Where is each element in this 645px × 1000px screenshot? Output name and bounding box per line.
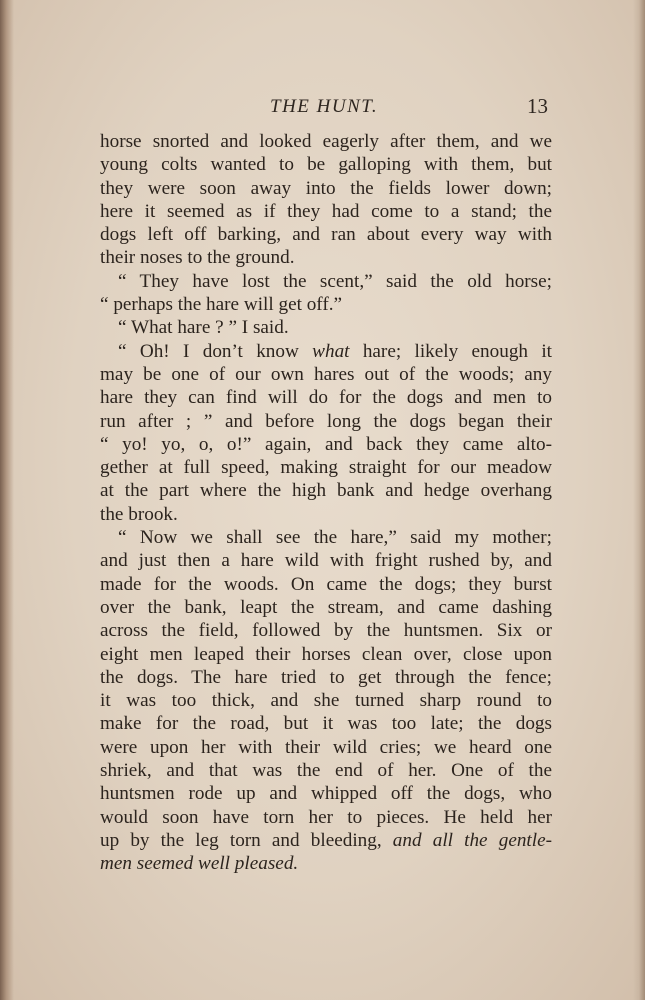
text-line: the dogs. The hare tried to get through the fence;: [100, 666, 552, 688]
text-run: “ Oh! I don’t know: [118, 340, 313, 362]
text-line: “ Now we shall see the hare,” said my mother;: [118, 527, 552, 549]
text-line: and just then a hare wild with fright rushed by, and: [100, 550, 552, 572]
running-head: THE HUNT.: [270, 96, 379, 117]
text-line: across the field, followed by the huntsmen. Six or: [100, 620, 552, 642]
text-line: dogs left off barking, and ran about every way with: [100, 224, 552, 246]
emphasis-text: men seemed well pleased.: [100, 853, 299, 875]
page-edge: [633, 0, 645, 1000]
text-line: they were soon away into the fields lower down;: [100, 177, 552, 199]
text-line: would soon have torn her to pieces. He held her: [100, 806, 552, 828]
text-line: eight men leaped their horses clean over, close upon: [100, 643, 552, 665]
emphasis-text: what: [312, 340, 350, 362]
text-line: the brook.: [100, 503, 178, 525]
text-line: at the part where the high bank and hedge overhang: [100, 480, 552, 502]
text-line: their noses to the ground.: [100, 247, 295, 269]
text-line: may be one of our own hares out of the woods; any: [100, 363, 552, 385]
text-line: run after ; ” and before long the dogs began their: [100, 410, 552, 432]
text-line: [100, 829, 552, 852]
text-line: made for the woods. On came the dogs; they burst: [100, 573, 552, 595]
text-run: hare; likely enough it: [349, 340, 552, 362]
text-line: “ What hare ? ” I said.: [118, 317, 289, 339]
text-line: it was too thick, and she turned sharp round to: [100, 690, 552, 712]
text-line: [100, 852, 552, 875]
emphasis-text: and all the gentle-: [392, 829, 552, 851]
spine-shadow: [0, 0, 14, 1000]
text-line: “ perhaps the hare will get off.”: [100, 294, 343, 316]
text-line: [100, 340, 552, 363]
text-line: horse snorted and looked eagerly after them, and we: [100, 131, 552, 152]
text-line: shriek, and that was the end of her. One of the: [100, 760, 552, 782]
page-number: 13: [527, 94, 548, 118]
text-line: huntsmen rode up and whipped off the dogs, who: [100, 783, 552, 805]
text-line: “ They have lost the scent,” said the old horse;: [118, 270, 552, 292]
text-line: here it seemed as if they had come to a stand; the: [100, 200, 552, 222]
page-header: [100, 96, 550, 122]
text-line: “ yo! yo, o, o!” again, and back they came alto-: [100, 433, 552, 455]
text-line: over the bank, leapt the stream, and came dashing: [100, 596, 552, 618]
text-line: were upon her with their wild cries; we heard one: [100, 736, 552, 758]
text-line: make for the road, but it was too late; the dogs: [100, 713, 552, 735]
text-line: gether at full speed, making straight for our meadow: [100, 457, 552, 479]
text-line: hare they can find will do for the dogs and men to: [100, 387, 552, 409]
text-run: up by the leg torn and bleeding,: [100, 829, 393, 851]
text-line: young colts wanted to be galloping with them, but: [100, 154, 552, 176]
body-text: [100, 130, 552, 876]
